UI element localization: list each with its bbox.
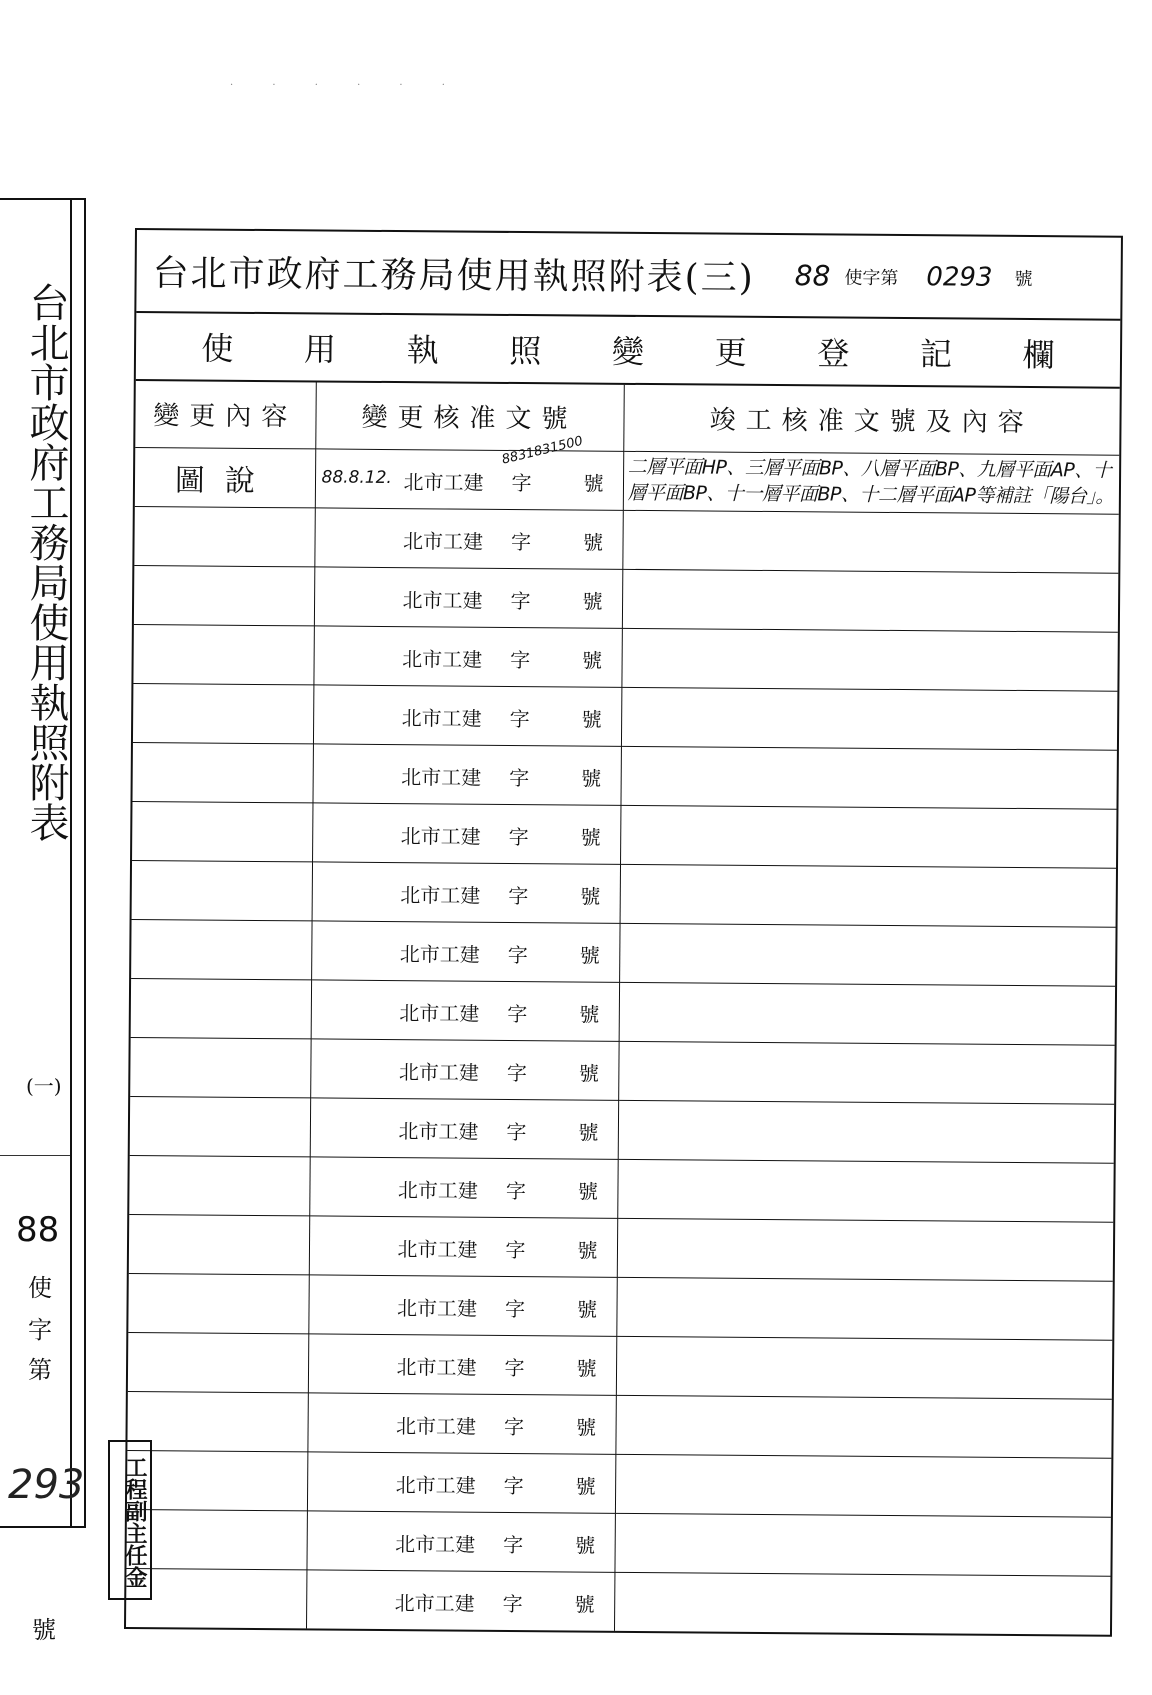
doc-org: 北市工建 <box>401 764 482 790</box>
header-change-doc-no: 變更核准文號 <box>315 382 624 450</box>
table-row <box>130 1037 1114 1104</box>
change-doc-no-cell <box>312 861 620 922</box>
table-row <box>126 1509 1110 1576</box>
table-row <box>127 1450 1111 1517</box>
header-change-content: 變更內容 <box>135 381 316 448</box>
change-doc-no-cell <box>309 1215 617 1276</box>
change-content-cell <box>133 624 313 684</box>
header-completion-doc: 竣工核准文號及內容 <box>623 385 1120 455</box>
change-doc-no-cell <box>308 1274 616 1335</box>
table-row <box>132 801 1116 868</box>
register-char: 執 <box>406 331 439 370</box>
doc-org: 北市工建 <box>397 1177 479 1203</box>
doc-org: 北市工建 <box>397 1236 478 1262</box>
change-content-cell <box>132 860 312 920</box>
change-doc-no-cell <box>312 743 620 804</box>
doc-zi: 字 <box>510 647 531 672</box>
completion-content-cell <box>622 510 1118 573</box>
completion-content-cell <box>621 628 1117 691</box>
table-row <box>129 1214 1113 1281</box>
doc-zi: 字 <box>506 1060 527 1085</box>
doc-hao: 號 <box>578 1061 599 1086</box>
doc-number: 8831831500 <box>499 433 584 468</box>
doc-hao: 號 <box>581 766 602 791</box>
doc-zi: 字 <box>504 1414 525 1439</box>
change-content-cell <box>129 1214 309 1274</box>
doc-org: 北市工建 <box>396 1354 477 1380</box>
completion-content-cell <box>618 1041 1114 1104</box>
doc-hao: 號 <box>580 825 601 850</box>
change-doc-no-cell <box>310 1097 618 1158</box>
change-doc-no-cell <box>307 1392 615 1453</box>
doc-org: 北市工建 <box>396 1295 478 1321</box>
table-row <box>133 624 1117 691</box>
change-doc-no-cell <box>306 1510 614 1571</box>
completion-content-cell <box>617 1218 1113 1281</box>
register-char: 變 <box>611 332 645 372</box>
change-doc-no-cell <box>306 1569 614 1630</box>
change-doc-no-cell <box>310 1038 618 1099</box>
register-char: 欄 <box>1022 335 1055 375</box>
doc-hao: 號 <box>579 1002 600 1027</box>
doc-org: 北市工建 <box>403 469 484 495</box>
completion-content-cell <box>619 982 1115 1045</box>
doc-org: 北市工建 <box>400 882 481 908</box>
doc-org: 北市工建 <box>398 1118 479 1144</box>
doc-zi: 字 <box>505 1178 527 1203</box>
spine-rule <box>0 1155 70 1156</box>
change-doc-no-cell <box>313 625 621 686</box>
spine-hao: 號 <box>32 1616 56 1644</box>
form-prefix: 使字第 <box>844 267 899 289</box>
doc-org: 北市工建 <box>394 1590 475 1616</box>
change-content-cell <box>130 1037 310 1097</box>
doc-zi: 字 <box>507 1001 528 1026</box>
register-heading <box>136 313 1121 389</box>
doc-zi: 字 <box>504 1296 526 1321</box>
change-register-table <box>126 381 1120 1635</box>
completion-content-cell <box>621 687 1117 750</box>
change-doc-no-cell <box>309 1156 617 1217</box>
change-content-cell <box>133 683 313 743</box>
doc-hao: 號 <box>576 1356 597 1381</box>
doc-zi: 字 <box>504 1355 525 1380</box>
change-content-cell <box>129 1155 309 1215</box>
scan-noise: · · · · · · <box>230 80 463 91</box>
doc-hao: 號 <box>582 589 603 614</box>
table-row <box>128 1332 1112 1399</box>
table-row <box>134 565 1118 632</box>
official-stamp: 工程副主任金 <box>108 1440 152 1600</box>
completion-content-cell <box>614 1513 1110 1576</box>
doc-hao: 號 <box>576 1415 597 1440</box>
doc-zi: 字 <box>507 942 528 967</box>
doc-hao: 號 <box>574 1591 595 1617</box>
completion-content-cell <box>616 1277 1112 1340</box>
binding-spine <box>0 198 86 1644</box>
form-title: 台北市政府工務局使用執照附表(三) <box>152 253 755 299</box>
doc-hao: 號 <box>583 471 604 496</box>
spine-title: 台北市政府工務局使用執照附表 <box>23 282 69 842</box>
change-doc-no-cell <box>315 433 623 509</box>
table-row <box>132 742 1116 809</box>
doc-zi: 字 <box>503 1473 524 1498</box>
doc-zi: 字 <box>505 1237 526 1262</box>
completion-content-cell <box>622 569 1118 632</box>
doc-zi: 字 <box>509 706 530 731</box>
completion-content-cell <box>620 805 1116 868</box>
spine-divider <box>70 200 72 1526</box>
doc-org: 北市工建 <box>395 1531 476 1557</box>
change-content-cell <box>134 506 314 566</box>
change-content-cell <box>126 1509 306 1569</box>
register-char: 記 <box>919 335 953 374</box>
change-doc-no-cell <box>312 802 620 863</box>
completion-content-cell <box>616 1336 1112 1399</box>
doc-org: 北市工建 <box>402 528 484 554</box>
spine-number: 293 <box>8 1462 85 1508</box>
change-doc-no-cell <box>308 1333 616 1394</box>
completion-content-cell <box>615 1395 1111 1458</box>
table-row <box>131 919 1115 986</box>
doc-org: 北市工建 <box>402 587 483 613</box>
doc-zi: 字 <box>508 883 529 908</box>
spine-label-di: 第 <box>28 1356 52 1384</box>
change-content-cell <box>127 1391 307 1451</box>
register-char: 更 <box>714 333 747 372</box>
doc-hao: 號 <box>575 1532 596 1558</box>
usage-permit-form <box>124 228 1123 1637</box>
table-row <box>134 506 1118 573</box>
change-doc-no-cell <box>313 684 621 745</box>
doc-org: 北市工建 <box>402 646 483 672</box>
doc-hao: 號 <box>575 1473 596 1499</box>
doc-zi: 字 <box>511 470 532 495</box>
completion-content-cell <box>619 923 1115 986</box>
change-content-cell <box>131 919 311 979</box>
form-suffix: 號 <box>1014 268 1033 290</box>
spine-label-shi: 使 <box>28 1274 52 1302</box>
change-content-cell <box>126 1568 306 1628</box>
doc-org: 北市工建 <box>395 1472 476 1498</box>
completion-content-cell <box>620 746 1116 809</box>
change-doc-no-cell <box>314 566 622 627</box>
doc-org: 北市工建 <box>396 1413 477 1439</box>
doc-org: 北市工建 <box>401 705 482 731</box>
table-row <box>128 1273 1112 1340</box>
register-char: 使 <box>201 329 234 368</box>
doc-zi: 字 <box>510 529 532 554</box>
change-doc-no-cell <box>307 1451 615 1512</box>
table-row <box>131 978 1115 1045</box>
table-row <box>127 1391 1111 1458</box>
doc-hao: 號 <box>582 530 604 555</box>
doc-hao: 號 <box>578 1120 599 1145</box>
doc-hao: 號 <box>580 884 601 909</box>
table-row <box>135 447 1119 514</box>
change-doc-no-cell <box>311 979 619 1040</box>
doc-hao: 號 <box>581 707 602 732</box>
table-row <box>132 860 1116 927</box>
change-content-cell <box>130 1096 310 1156</box>
doc-zi: 字 <box>509 765 530 790</box>
completion-content-cell: 二層平面HP、三層平面BP、八層平面BP、九層平面AP、十層平面BP、十一層平面BP、十二層平面AP等補註「陽台」。 <box>623 451 1119 514</box>
doc-zi: 字 <box>502 1591 523 1616</box>
table-row <box>130 1096 1114 1163</box>
doc-hao: 號 <box>576 1297 598 1322</box>
change-content-cell <box>128 1273 308 1333</box>
table-row <box>133 683 1117 750</box>
change-content-cell <box>128 1332 308 1392</box>
change-content-cell: 圖說 <box>135 447 315 507</box>
doc-hao: 號 <box>577 1238 598 1263</box>
completion-content-cell <box>614 1572 1110 1635</box>
change-content-cell <box>132 742 312 802</box>
spine-label-zi: 字 <box>28 1316 52 1344</box>
change-doc-no-cell <box>311 920 619 981</box>
doc-org: 北市工建 <box>399 1000 480 1026</box>
doc-zi: 字 <box>503 1532 524 1557</box>
register-char: 用 <box>303 330 337 369</box>
register-char: 照 <box>509 331 542 371</box>
doc-zi: 字 <box>510 588 531 613</box>
completion-content-cell <box>620 864 1116 927</box>
table-row <box>126 1568 1110 1635</box>
doc-hao: 號 <box>577 1179 599 1204</box>
spine-year: 88 <box>16 1210 60 1250</box>
change-doc-no-cell <box>314 507 622 568</box>
form-number: 0293 <box>926 261 993 293</box>
form-title-row <box>136 230 1121 321</box>
form-year: 88 <box>794 259 831 293</box>
completion-content-cell <box>615 1454 1111 1517</box>
change-content-cell <box>127 1450 307 1510</box>
change-content-cell <box>132 801 312 861</box>
doc-org: 北市工建 <box>399 941 480 967</box>
doc-hao: 號 <box>582 648 603 673</box>
table-row <box>129 1155 1113 1222</box>
completion-content-cell <box>618 1100 1114 1163</box>
change-content-cell <box>134 565 314 625</box>
completion-content-cell <box>617 1159 1113 1222</box>
change-content-cell <box>131 978 311 1038</box>
doc-zi: 字 <box>506 1119 527 1144</box>
approval-date: 88.8.12. <box>321 466 392 488</box>
register-char: 登 <box>817 334 850 373</box>
doc-hao: 號 <box>579 943 600 968</box>
doc-zi: 字 <box>508 824 529 849</box>
doc-org: 北市工建 <box>400 823 481 849</box>
spine-volume: (一) <box>26 1074 62 1098</box>
doc-org: 北市工建 <box>398 1059 479 1085</box>
